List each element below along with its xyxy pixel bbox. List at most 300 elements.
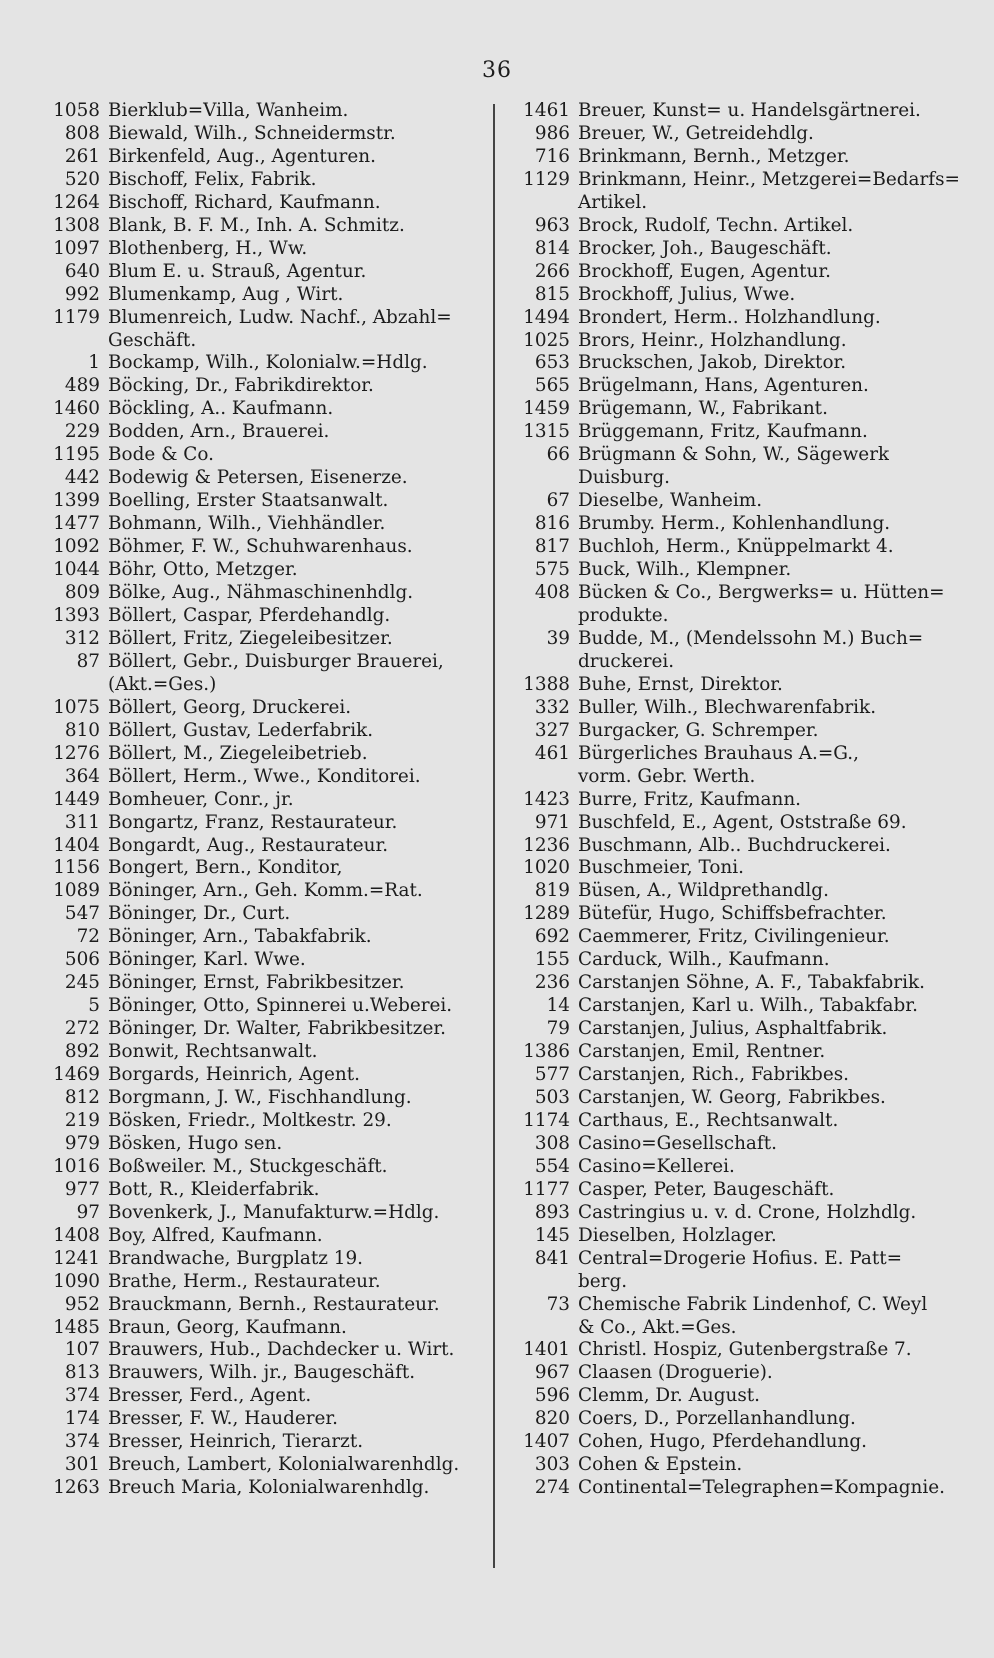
entry-name: Blumenreich, Ludw. Nachf., Abzahl= xyxy=(108,306,452,328)
entry-name: Carstanjen Söhne, A. F., Tabakfabrik. xyxy=(578,972,925,994)
entry-name: Brauckmann, Bernh., Restaurateur. xyxy=(108,1293,440,1315)
entry-number: 952 xyxy=(64,1293,100,1315)
directory-entry xyxy=(42,835,482,858)
directory-entry xyxy=(42,215,482,238)
entry-name: Böllert, Georg, Druckerei. xyxy=(108,696,352,718)
directory-entry xyxy=(512,307,962,330)
directory-entry xyxy=(42,307,482,330)
entry-number: 506 xyxy=(64,949,100,971)
entry-number: 1089 xyxy=(53,880,100,902)
entry-name: Bresser, Heinrich, Tierarzt. xyxy=(108,1431,364,1453)
entry-name: Castringius u. v. d. Crone, Holzhdlg. xyxy=(578,1201,917,1223)
entry-name: Central=Drogerie Hofius. E. Patt= xyxy=(578,1247,903,1269)
entry-number: 308 xyxy=(534,1132,570,1154)
directory-entry xyxy=(512,284,962,307)
entry-name: Boßweiler. M., Stuckgeschäft. xyxy=(108,1155,388,1177)
entry-number: 245 xyxy=(64,972,100,994)
entry-number: 408 xyxy=(534,582,570,604)
entry-number: 5 xyxy=(88,995,100,1017)
directory-entry xyxy=(512,743,962,766)
entry-name: Böcking, Dr., Fabrikdirektor. xyxy=(108,375,374,397)
entry-name: Breuch Maria, Kolonialwarenhdlg. xyxy=(108,1477,430,1499)
entry-name: Brors, Heinr., Holzhandlung. xyxy=(578,329,847,351)
entry-continuation: vorm. Gebr. Werth. xyxy=(578,765,756,787)
entry-name: Bresser, F. W., Hauderer. xyxy=(108,1408,339,1430)
entry-name: Borgards, Heinrich, Agent. xyxy=(108,1064,360,1086)
directory-entry xyxy=(42,1248,482,1271)
entry-continuation: druckerei. xyxy=(578,650,675,672)
entry-continuation: Duisburg. xyxy=(578,467,670,489)
directory-entry xyxy=(42,1362,482,1385)
column-divider xyxy=(493,104,495,1568)
directory-entry xyxy=(512,1087,962,1110)
entry-number: 312 xyxy=(64,627,100,649)
directory-entry xyxy=(42,352,482,375)
entry-number: 1308 xyxy=(53,214,100,236)
directory-entry xyxy=(512,1041,962,1064)
entry-continuation: produkte. xyxy=(578,604,669,626)
entry-number: 1058 xyxy=(53,100,100,121)
directory-entry xyxy=(512,1133,962,1156)
entry-name: Breuer, W., Getreidehdlg. xyxy=(578,122,814,144)
entry-number: 442 xyxy=(64,467,100,489)
directory-entry xyxy=(512,1385,962,1408)
entry-name: Biewald, Wilh., Schneidermstr. xyxy=(108,122,396,144)
directory-entry xyxy=(512,949,962,972)
entry-number: 374 xyxy=(64,1431,100,1453)
entry-name: Böhmer, F. W., Schuhwarenhaus. xyxy=(108,536,413,558)
directory-entry xyxy=(42,123,482,146)
entry-name: Clemm, Dr. August. xyxy=(578,1385,761,1407)
entry-name: Bovenkerk, J., Manufakturw.=Hdlg. xyxy=(108,1201,440,1223)
entry-name: Brumby. Herm., Kohlenhandlung. xyxy=(578,513,891,535)
directory-entry xyxy=(42,146,482,169)
directory-entry xyxy=(42,743,482,766)
entry-number: 520 xyxy=(64,168,100,190)
directory-entry xyxy=(42,1294,482,1317)
entry-number: 266 xyxy=(534,260,570,282)
entry-number: 812 xyxy=(64,1086,100,1108)
directory-entry xyxy=(42,903,482,926)
directory-entry xyxy=(42,812,482,835)
entry-name: Dieselben, Holzlager. xyxy=(578,1224,777,1246)
entry-name: Carstanjen, W. Georg, Fabrikbes. xyxy=(578,1086,886,1108)
entry-continuation: berg. xyxy=(578,1270,628,1292)
entry-number: 1289 xyxy=(523,903,570,925)
entry-name: Büsen, A., Wildprethandlg. xyxy=(578,880,829,902)
entry-name: Chemische Fabrik Lindenhof, C. Weyl xyxy=(578,1293,928,1315)
entry-name: Bongert, Bern., Konditor, xyxy=(108,857,343,879)
entry-number: 1075 xyxy=(53,696,100,718)
entry-number: 303 xyxy=(534,1454,570,1476)
directory-entry xyxy=(42,1133,482,1156)
entry-number: 1092 xyxy=(53,536,100,558)
entry-name: Bürgerliches Brauhaus A.=G., xyxy=(578,742,859,764)
directory-entry xyxy=(42,1317,482,1340)
entry-name: Bresser, Ferd., Agent. xyxy=(108,1385,312,1407)
entry-name: Böninger, Arn., Tabakfabrik. xyxy=(108,926,372,948)
directory-entry xyxy=(42,651,482,674)
entry-name: Bösken, Hugo sen. xyxy=(108,1132,283,1154)
directory-entry xyxy=(42,284,482,307)
entry-number: 1236 xyxy=(523,834,570,856)
entry-number: 97 xyxy=(76,1201,100,1223)
entry-number: 87 xyxy=(76,650,100,672)
entry-name: Brinkmann, Heinr., Metzgerei=Bedarfs= xyxy=(578,168,960,190)
entry-number: 1393 xyxy=(53,604,100,626)
directory-entry xyxy=(42,1454,482,1477)
entry-number: 816 xyxy=(534,513,570,535)
entry-name: Bütefür, Hugo, Schiffsbefrachter. xyxy=(578,903,887,925)
entry-name: Böllert, Gustav, Lederfabrik. xyxy=(108,719,374,741)
entry-name: Boelling, Erster Staatsanwalt. xyxy=(108,490,389,512)
entry-number: 810 xyxy=(64,719,100,741)
directory-entry xyxy=(42,582,482,605)
entry-name: Caemmerer, Fritz, Civilingenieur. xyxy=(578,926,890,948)
entry-number: 808 xyxy=(64,122,100,144)
entry-number: 155 xyxy=(534,949,570,971)
entry-number: 301 xyxy=(64,1454,100,1476)
directory-entry xyxy=(42,444,482,467)
entry-name: Brocker, Joh., Baugeschäft. xyxy=(578,237,832,259)
directory-entry xyxy=(42,1202,482,1225)
entry-name: Cohen, Hugo, Pferdehandlung. xyxy=(578,1431,867,1453)
entry-number: 1469 xyxy=(53,1064,100,1086)
entry-number: 992 xyxy=(64,283,100,305)
entry-name: Buhe, Ernst, Direktor. xyxy=(578,673,783,695)
entry-number: 364 xyxy=(64,765,100,787)
entry-name: Bode & Co. xyxy=(108,444,214,466)
directory-entry xyxy=(42,1087,482,1110)
directory-entry xyxy=(42,880,482,903)
entry-number: 815 xyxy=(534,283,570,305)
entry-name: Bongartz, Franz, Restaurateur. xyxy=(108,811,398,833)
directory-entry xyxy=(512,398,962,421)
entry-name: Brüggemann, Fritz, Kaufmann. xyxy=(578,421,868,443)
directory-entry xyxy=(42,1339,482,1362)
directory-entry xyxy=(42,949,482,972)
entry-name: Cohen & Epstein. xyxy=(578,1454,743,1476)
entry-number: 1408 xyxy=(53,1224,100,1246)
directory-entry xyxy=(42,926,482,949)
directory-entry xyxy=(42,697,482,720)
directory-entry xyxy=(42,1477,482,1500)
entry-name: Böhr, Otto, Metzger. xyxy=(108,559,298,581)
entry-number: 332 xyxy=(534,696,570,718)
directory-entry xyxy=(42,1110,482,1133)
directory-entry xyxy=(512,857,962,880)
entry-name: Buschfeld, E., Agent, Oststraße 69. xyxy=(578,811,907,833)
left-column xyxy=(42,100,482,1500)
directory-entry xyxy=(512,169,962,192)
entry-name: Casper, Peter, Baugeschäft. xyxy=(578,1178,835,1200)
directory-entry xyxy=(42,421,482,444)
directory-entry xyxy=(42,375,482,398)
entry-number: 814 xyxy=(534,237,570,259)
entry-name: Dieselbe, Wanheim. xyxy=(578,490,763,512)
entry-number: 817 xyxy=(534,536,570,558)
entry-number: 963 xyxy=(534,214,570,236)
entry-name: Bücken & Co., Bergwerks= u. Hütten= xyxy=(578,582,945,604)
entry-number: 72 xyxy=(76,926,100,948)
entry-number: 1485 xyxy=(53,1316,100,1338)
directory-entry xyxy=(42,789,482,812)
entry-name: Christl. Hospiz, Gutenbergstraße 7. xyxy=(578,1339,912,1361)
entry-number: 692 xyxy=(534,926,570,948)
directory-entry xyxy=(512,238,962,261)
directory-entry xyxy=(42,1179,482,1202)
entry-number: 977 xyxy=(64,1178,100,1200)
entry-number: 489 xyxy=(64,375,100,397)
entry-number: 14 xyxy=(546,995,570,1017)
entry-name: Brondert, Herm.. Holzhandlung. xyxy=(578,306,881,328)
entry-name: Breuch, Lambert, Kolonialwarenhdlg. xyxy=(108,1454,460,1476)
entry-name: Carstanjen, Julius, Asphaltfabrik. xyxy=(578,1018,888,1040)
entry-name: Bomheuer, Conr., jr. xyxy=(108,788,294,810)
entry-number: 820 xyxy=(534,1408,570,1430)
entry-number: 66 xyxy=(546,444,570,466)
entry-name: Böninger, Arn., Geh. Komm.=Rat. xyxy=(108,880,423,902)
entry-name: Bongardt, Aug., Restaurateur. xyxy=(108,834,389,856)
directory-entry xyxy=(42,605,482,628)
entry-number: 986 xyxy=(534,122,570,144)
entry-number: 274 xyxy=(534,1477,570,1499)
entry-number: 1461 xyxy=(523,100,570,121)
entry-name: Brockhoff, Julius, Wwe. xyxy=(578,283,796,305)
entry-name: Böllert, Fritz, Ziegeleibesitzer. xyxy=(108,627,393,649)
entry-number: 219 xyxy=(64,1109,100,1131)
directory-entry xyxy=(42,398,482,421)
entry-number: 1177 xyxy=(523,1178,570,1200)
entry-name: Boy, Alfred, Kaufmann. xyxy=(108,1224,323,1246)
directory-entry xyxy=(42,1431,482,1454)
entry-name: Bohmann, Wilh., Viehhändler. xyxy=(108,513,386,535)
directory-entry xyxy=(42,720,482,743)
entry-name: Bodewig & Petersen, Eisenerze. xyxy=(108,467,408,489)
entry-number: 1129 xyxy=(523,168,570,190)
directory-entry xyxy=(42,100,482,123)
entry-name: Borgmann, J. W., Fischhandlung. xyxy=(108,1086,412,1108)
directory-entry xyxy=(42,1271,482,1294)
directory-entry xyxy=(42,857,482,880)
entry-number: 547 xyxy=(64,903,100,925)
directory-entry xyxy=(512,674,962,697)
entry-name: Blank, B. F. M., Inh. A. Schmitz. xyxy=(108,214,405,236)
entry-name: Bischoff, Felix, Fabrik. xyxy=(108,168,317,190)
entry-continuation: (Akt.=Ges.) xyxy=(108,673,217,695)
entry-number: 503 xyxy=(534,1086,570,1108)
entry-number: 1016 xyxy=(53,1155,100,1177)
entry-number: 67 xyxy=(546,490,570,512)
entry-number: 79 xyxy=(546,1018,570,1040)
entry-name: Burre, Fritz, Kaufmann. xyxy=(578,788,802,810)
entry-name: Blothenberg, H., Ww. xyxy=(108,237,308,259)
directory-entry xyxy=(512,903,962,926)
entry-name: Brügemann, W., Fabrikant. xyxy=(578,398,828,420)
directory-entry xyxy=(42,1408,482,1431)
entry-number: 1156 xyxy=(53,857,100,879)
directory-entry xyxy=(512,926,962,949)
entry-name: Brathe, Herm., Restaurateur. xyxy=(108,1270,381,1292)
entry-name: Bonwit, Rechtsanwalt. xyxy=(108,1041,318,1063)
directory-entry xyxy=(512,1431,962,1454)
entry-number: 272 xyxy=(64,1018,100,1040)
entry-number: 596 xyxy=(534,1385,570,1407)
entry-number: 311 xyxy=(64,811,100,833)
directory-entry xyxy=(42,238,482,261)
entry-number: 575 xyxy=(534,559,570,581)
entry-number: 841 xyxy=(534,1247,570,1269)
entry-name: Carstanjen, Karl u. Wilh., Tabakfabr. xyxy=(578,995,918,1017)
directory-entry xyxy=(512,146,962,169)
directory-entry xyxy=(512,261,962,284)
right-column xyxy=(512,100,962,1500)
entry-continuation: Geschäft. xyxy=(108,329,197,351)
entry-number: 565 xyxy=(534,375,570,397)
entry-number: 1241 xyxy=(53,1247,100,1269)
entry-continuation: Artikel. xyxy=(578,191,648,213)
directory-entry xyxy=(42,1018,482,1041)
entry-number: 716 xyxy=(534,145,570,167)
directory-entry xyxy=(512,1018,962,1041)
entry-number: 819 xyxy=(534,880,570,902)
entry-name: Buschmeier, Toni. xyxy=(578,857,744,879)
entry-number: 73 xyxy=(546,1293,570,1315)
directory-entry xyxy=(512,1294,962,1317)
entry-number: 1477 xyxy=(53,513,100,535)
entry-number: 39 xyxy=(546,627,570,649)
entry-number: 1097 xyxy=(53,237,100,259)
entry-number: 577 xyxy=(534,1064,570,1086)
entry-number: 893 xyxy=(534,1201,570,1223)
entry-name: Braun, Georg, Kaufmann. xyxy=(108,1316,347,1338)
entry-number: 554 xyxy=(534,1155,570,1177)
directory-entry xyxy=(512,972,962,995)
directory-entry xyxy=(42,536,482,559)
entry-name: Brauwers, Wilh. jr., Baugeschäft. xyxy=(108,1362,416,1384)
directory-entry xyxy=(42,1385,482,1408)
entry-name: Böllert, Caspar, Pferdehandlg. xyxy=(108,604,391,626)
directory-entry xyxy=(512,1408,962,1431)
entry-number: 809 xyxy=(64,582,100,604)
entry-number: 1460 xyxy=(53,398,100,420)
entry-name: Brinkmann, Bernh., Metzger. xyxy=(578,145,850,167)
entry-name: Brügelmann, Hans, Agenturen. xyxy=(578,375,869,397)
entry-name: Bodden, Arn., Brauerei. xyxy=(108,421,330,443)
entry-number: 1423 xyxy=(523,788,570,810)
directory-entry xyxy=(512,812,962,835)
entry-number: 145 xyxy=(534,1224,570,1246)
directory-entry xyxy=(42,467,482,490)
directory-entry xyxy=(42,1041,482,1064)
entry-name: Buck, Wilh., Klempner. xyxy=(578,559,792,581)
entry-number: 236 xyxy=(534,972,570,994)
entry-name: Continental=Telegraphen=Kompagnie. xyxy=(578,1477,945,1499)
entry-name: Böckling, A.. Kaufmann. xyxy=(108,398,334,420)
entry-number: 1494 xyxy=(523,306,570,328)
directory-entry xyxy=(512,1110,962,1133)
entry-number: 1401 xyxy=(523,1339,570,1361)
entry-name: Böllert, Gebr., Duisburger Brauerei, xyxy=(108,650,444,672)
directory-entry xyxy=(512,720,962,743)
directory-entry xyxy=(512,1454,962,1477)
entry-name: Bösken, Friedr., Moltkestr. 29. xyxy=(108,1109,392,1131)
entry-name: Breuer, Kunst= u. Handelsgärtnerei. xyxy=(578,100,921,121)
entry-name: Birkenfeld, Aug., Agenturen. xyxy=(108,145,376,167)
entry-name: Buller, Wilh., Blechwarenfabrik. xyxy=(578,696,877,718)
directory-entry xyxy=(512,352,962,375)
entry-number: 1449 xyxy=(53,788,100,810)
entry-name: Budde, M., (Mendelssohn M.) Buch= xyxy=(578,627,924,649)
directory-entry xyxy=(512,1362,962,1385)
entry-number: 979 xyxy=(64,1132,100,1154)
directory-entry xyxy=(512,835,962,858)
entry-number: 1276 xyxy=(53,742,100,764)
directory-entry xyxy=(512,1064,962,1087)
entry-name: Böninger, Otto, Spinnerei u.Weberei. xyxy=(108,995,453,1017)
entry-number: 892 xyxy=(64,1041,100,1063)
entry-number: 107 xyxy=(64,1339,100,1361)
directory-entry xyxy=(512,1248,962,1271)
directory-entry xyxy=(512,330,962,353)
entry-name: Brock, Rudolf, Techn. Artikel. xyxy=(578,214,854,236)
directory-entry xyxy=(512,880,962,903)
entry-number: 1174 xyxy=(523,1109,570,1131)
entry-name: Blumenkamp, Aug , Wirt. xyxy=(108,283,344,305)
entry-number: 174 xyxy=(64,1408,100,1430)
directory-entry xyxy=(512,1477,962,1500)
entry-name: Bockamp, Wilh., Kolonialw.=Hdlg. xyxy=(108,352,428,374)
directory-entry xyxy=(512,1339,962,1362)
entry-number: 1025 xyxy=(523,329,570,351)
directory-entry xyxy=(512,1156,962,1179)
directory-entry xyxy=(42,1225,482,1248)
entry-name: Bischoff, Richard, Kaufmann. xyxy=(108,191,381,213)
entry-number: 1407 xyxy=(523,1431,570,1453)
entry-number: 461 xyxy=(534,742,570,764)
entry-name: Blum E. u. Strauß, Agentur. xyxy=(108,260,367,282)
entry-name: Buchloh, Herm., Knüppelmarkt 4. xyxy=(578,536,894,558)
entry-name: Carstanjen, Emil, Rentner. xyxy=(578,1041,826,1063)
directory-entry xyxy=(42,490,482,513)
directory-entry xyxy=(42,559,482,582)
entry-name: Bölke, Aug., Nähmaschinenhdlg. xyxy=(108,582,414,604)
entry-number: 1195 xyxy=(53,444,100,466)
entry-number: 1459 xyxy=(523,398,570,420)
directory-entry xyxy=(42,995,482,1018)
entry-number: 1 xyxy=(88,352,100,374)
entry-name: Bott, R., Kleiderfabrik. xyxy=(108,1178,320,1200)
entry-number: 374 xyxy=(64,1385,100,1407)
directory-entry xyxy=(512,421,962,444)
entry-name: Casino=Gesellschaft. xyxy=(578,1132,777,1154)
directory-entry xyxy=(512,1225,962,1248)
directory-entry xyxy=(512,375,962,398)
entry-name: Coers, D., Porzellanhandlung. xyxy=(578,1408,856,1430)
entry-number: 653 xyxy=(534,352,570,374)
entry-number: 261 xyxy=(64,145,100,167)
entry-name: Bierklub=Villa, Wanheim. xyxy=(108,100,349,121)
directory-entry xyxy=(512,789,962,812)
entry-number: 1090 xyxy=(53,1270,100,1292)
entry-number: 813 xyxy=(64,1362,100,1384)
entry-number: 640 xyxy=(64,260,100,282)
entry-name: Brandwache, Burgplatz 19. xyxy=(108,1247,364,1269)
directory-entry xyxy=(512,490,962,513)
entry-number: 967 xyxy=(534,1362,570,1384)
directory-entry xyxy=(512,444,962,467)
entry-name: Buschmann, Alb.. Buchdruckerei. xyxy=(578,834,891,856)
